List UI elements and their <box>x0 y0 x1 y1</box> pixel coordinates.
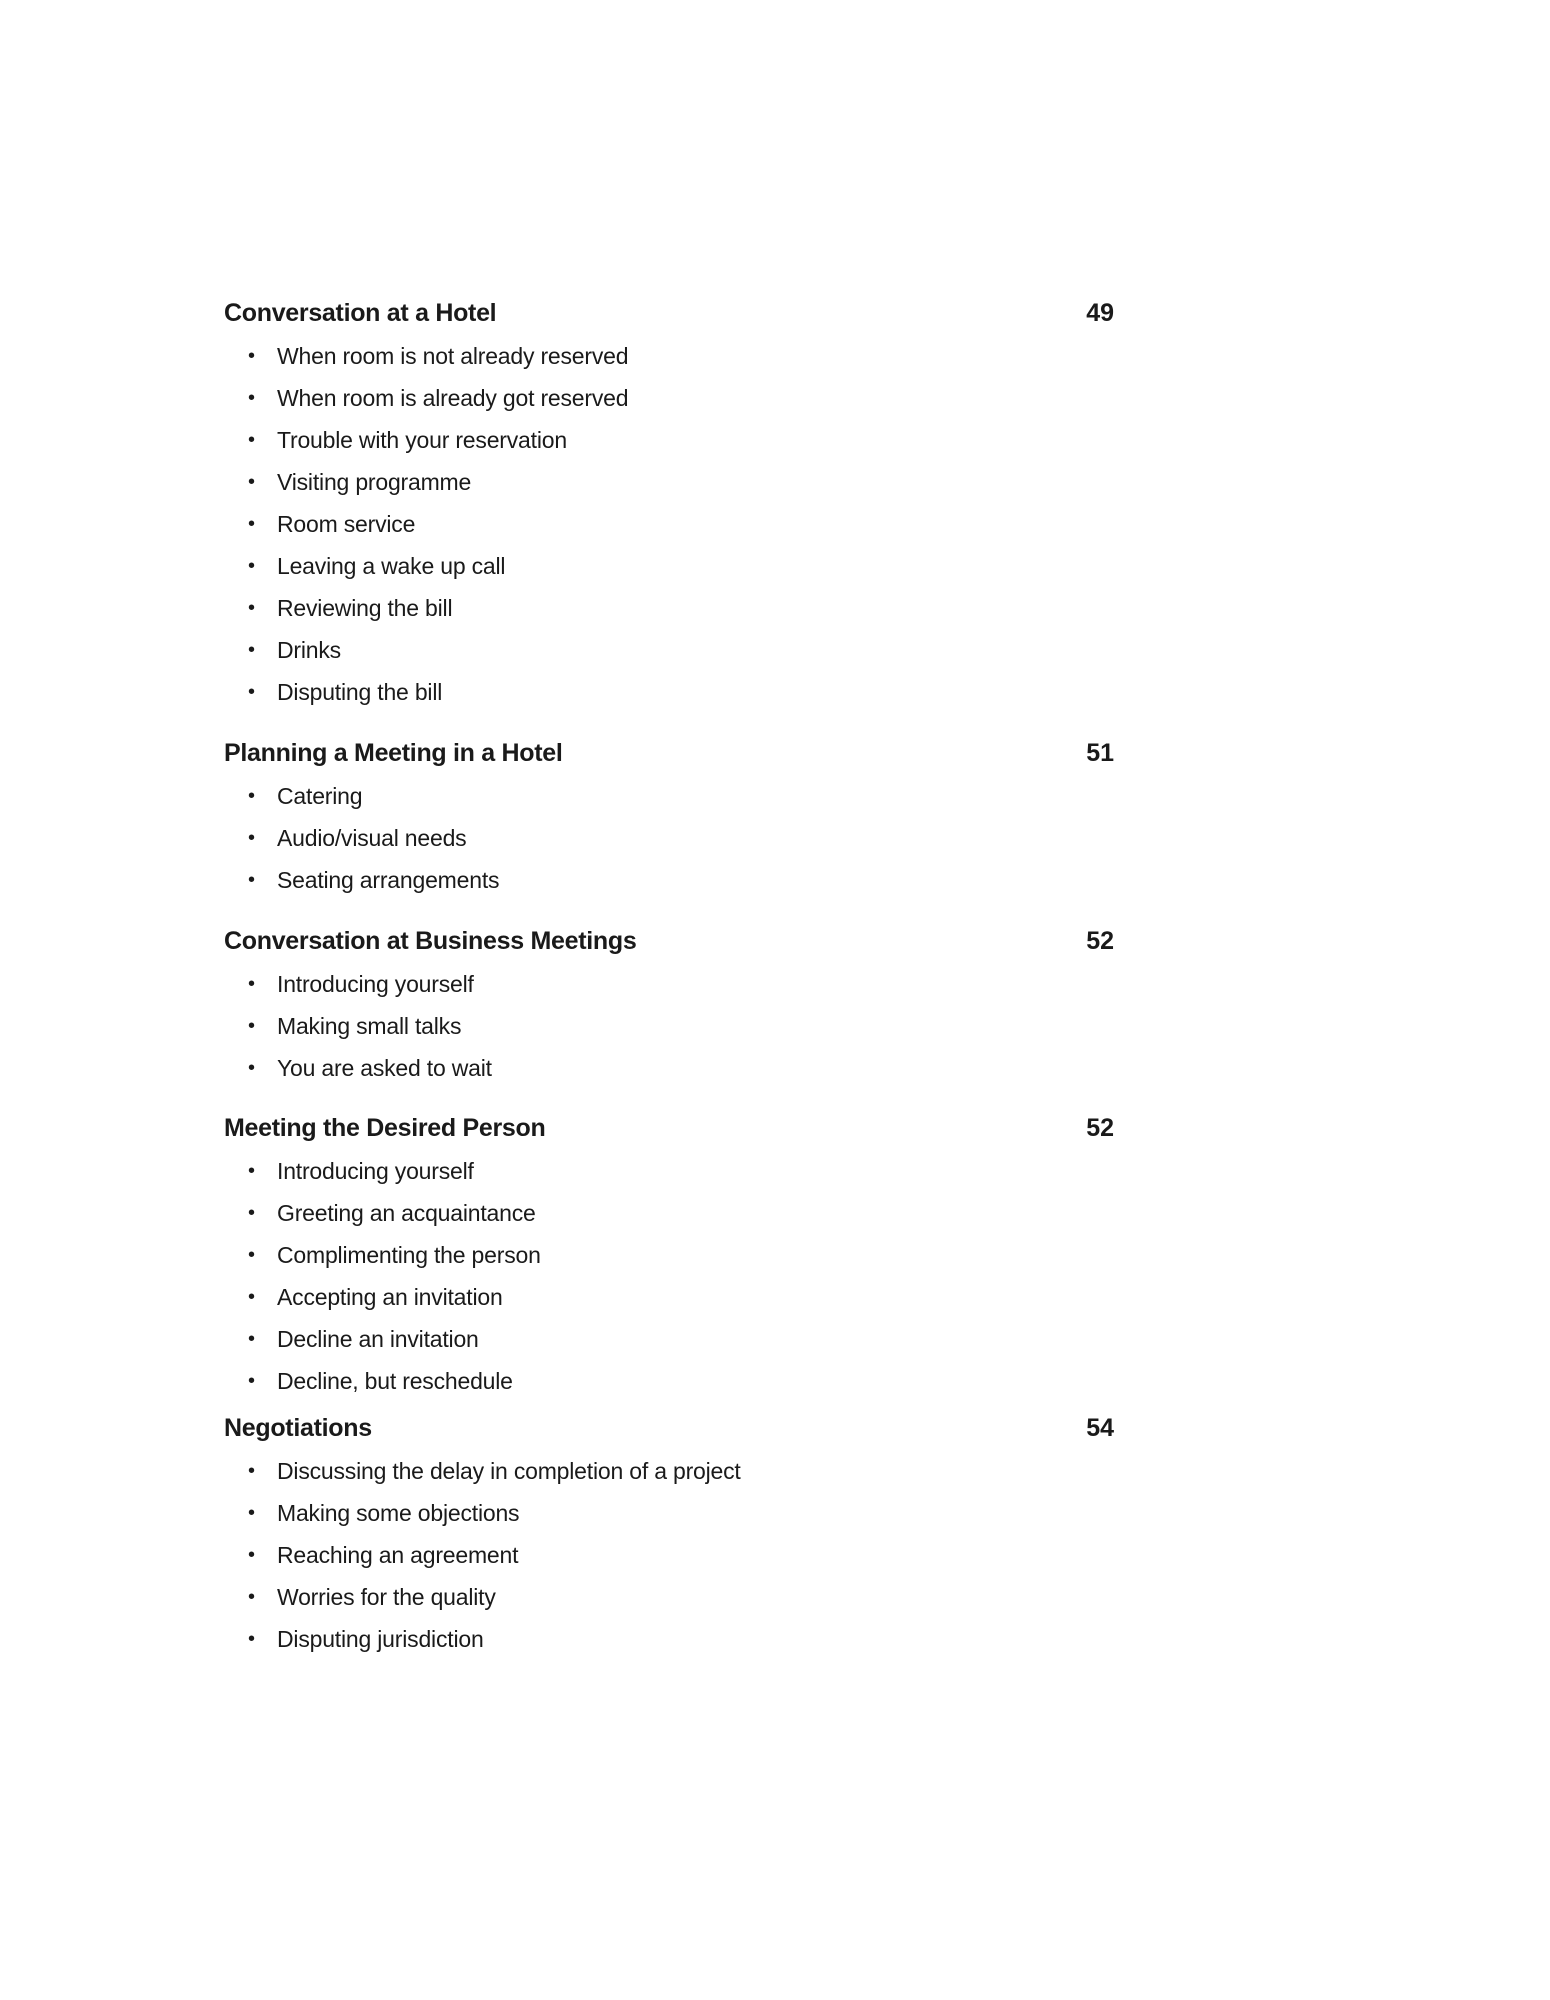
bullet-icon: • <box>248 1202 255 1224</box>
list-item <box>224 465 1114 507</box>
list-item-label: Discussing the delay in completion of a project <box>277 1458 741 1484</box>
section-page-number: 52 <box>1086 927 1114 955</box>
list-item-label: Decline, but reschedule <box>277 1368 513 1394</box>
section-title: Meeting the Desired Person <box>224 1114 546 1142</box>
list-item <box>224 339 1114 381</box>
section-page-number: 54 <box>1086 1414 1114 1442</box>
list-item-label: When room is already got reserved <box>277 385 629 411</box>
list-item-label: Drinks <box>277 637 341 663</box>
section-heading <box>224 1110 1114 1146</box>
list-item <box>224 821 1114 863</box>
list-item <box>224 1280 1114 1322</box>
bullet-icon: • <box>248 429 255 451</box>
bullet-icon: • <box>248 345 255 367</box>
section-items <box>224 779 1114 905</box>
section-page-number: 52 <box>1086 1114 1114 1142</box>
list-item-label: Accepting an invitation <box>277 1284 503 1310</box>
list-item <box>224 1009 1114 1051</box>
list-item-label: Making some objections <box>277 1500 520 1526</box>
list-item <box>224 633 1114 675</box>
list-item-label: You are asked to wait <box>277 1055 492 1081</box>
section-items <box>224 1454 1114 1664</box>
list-item <box>224 1496 1114 1538</box>
list-item-label: Visiting programme <box>277 469 472 495</box>
list-item-label: When room is not already reserved <box>277 343 629 369</box>
section-title: Negotiations <box>224 1414 372 1442</box>
list-item <box>224 863 1114 905</box>
list-item <box>224 549 1114 591</box>
list-item <box>224 1322 1114 1364</box>
toc-section <box>224 295 1114 717</box>
list-item-label: Catering <box>277 783 363 809</box>
toc-section <box>224 923 1114 1093</box>
list-item-label: Disputing jurisdiction <box>277 1626 484 1652</box>
bullet-icon: • <box>248 869 255 891</box>
bullet-icon: • <box>248 1328 255 1350</box>
list-item-label: Seating arrangements <box>277 867 500 893</box>
bullet-icon: • <box>248 1586 255 1608</box>
list-item <box>224 1364 1114 1406</box>
section-page-number: 51 <box>1086 739 1114 767</box>
list-item <box>224 1154 1114 1196</box>
bullet-icon: • <box>248 1628 255 1650</box>
list-item <box>224 507 1114 549</box>
section-heading <box>224 295 1114 331</box>
list-item-label: Introducing yourself <box>277 971 474 997</box>
bullet-icon: • <box>248 555 255 577</box>
section-title: Conversation at a Hotel <box>224 299 497 327</box>
section-heading <box>224 923 1114 959</box>
bullet-icon: • <box>248 1057 255 1079</box>
list-item <box>224 1196 1114 1238</box>
list-item <box>224 675 1114 717</box>
bullet-icon: • <box>248 785 255 807</box>
list-item <box>224 967 1114 1009</box>
bullet-icon: • <box>248 827 255 849</box>
bullet-icon: • <box>248 1460 255 1482</box>
toc-section <box>224 1110 1114 1406</box>
bullet-icon: • <box>248 1160 255 1182</box>
list-item-label: Decline an invitation <box>277 1326 479 1352</box>
section-page-number: 49 <box>1086 299 1114 327</box>
bullet-icon: • <box>248 973 255 995</box>
list-item-label: Reaching an agreement <box>277 1542 519 1568</box>
bullet-icon: • <box>248 597 255 619</box>
toc-section <box>224 1410 1114 1664</box>
list-item <box>224 1051 1114 1093</box>
list-item <box>224 1454 1114 1496</box>
list-item-label: Making small talks <box>277 1013 462 1039</box>
bullet-icon: • <box>248 681 255 703</box>
bullet-icon: • <box>248 1244 255 1266</box>
bullet-icon: • <box>248 513 255 535</box>
list-item <box>224 1580 1114 1622</box>
list-item-label: Trouble with your reservation <box>277 427 567 453</box>
section-title: Planning a Meeting in a Hotel <box>224 739 563 767</box>
list-item-label: Greeting an acquaintance <box>277 1200 536 1226</box>
list-item <box>224 1238 1114 1280</box>
list-item <box>224 1622 1114 1664</box>
bullet-icon: • <box>248 1370 255 1392</box>
list-item <box>224 779 1114 821</box>
section-heading <box>224 1410 1114 1446</box>
section-heading <box>224 735 1114 771</box>
bullet-icon: • <box>248 1502 255 1524</box>
list-item-label: Disputing the bill <box>277 679 443 705</box>
bullet-icon: • <box>248 471 255 493</box>
list-item <box>224 423 1114 465</box>
list-item-label: Complimenting the person <box>277 1242 541 1268</box>
list-item-label: Introducing yourself <box>277 1158 474 1184</box>
toc-section <box>224 735 1114 905</box>
section-items <box>224 1154 1114 1406</box>
list-item <box>224 1538 1114 1580</box>
bullet-icon: • <box>248 387 255 409</box>
section-items <box>224 339 1114 717</box>
section-title: Conversation at Business Meetings <box>224 927 637 955</box>
list-item <box>224 381 1114 423</box>
bullet-icon: • <box>248 1544 255 1566</box>
list-item <box>224 591 1114 633</box>
list-item-label: Leaving a wake up call <box>277 553 506 579</box>
section-items <box>224 967 1114 1093</box>
bullet-icon: • <box>248 639 255 661</box>
bullet-icon: • <box>248 1015 255 1037</box>
bullet-icon: • <box>248 1286 255 1308</box>
list-item-label: Audio/visual needs <box>277 825 467 851</box>
list-item-label: Reviewing the bill <box>277 595 453 621</box>
list-item-label: Worries for the quality <box>277 1584 496 1610</box>
list-item-label: Room service <box>277 511 416 537</box>
